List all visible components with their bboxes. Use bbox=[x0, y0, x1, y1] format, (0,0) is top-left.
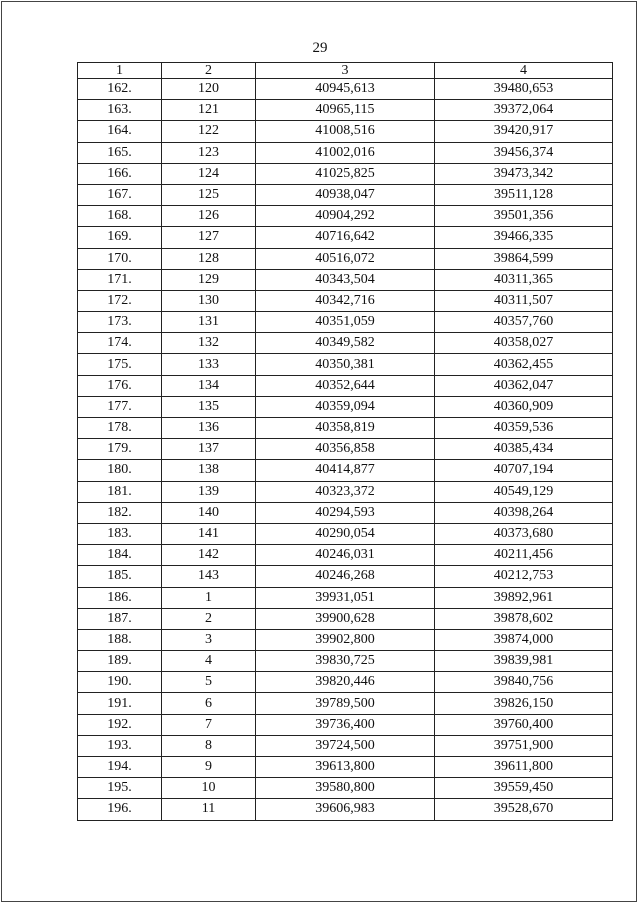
coordinate-x-cell: 40358,819 bbox=[256, 418, 435, 439]
coordinate-y-cell: 39420,917 bbox=[435, 121, 613, 142]
coordinate-x-cell: 40945,613 bbox=[256, 79, 435, 100]
point-number-cell: 6 bbox=[162, 693, 256, 714]
coordinate-y-cell: 39466,335 bbox=[435, 227, 613, 248]
coordinate-x-cell: 39724,500 bbox=[256, 735, 435, 756]
point-number-cell: 9 bbox=[162, 757, 256, 778]
coordinate-x-cell: 39613,800 bbox=[256, 757, 435, 778]
coordinate-x-cell: 40323,372 bbox=[256, 481, 435, 502]
coordinate-x-cell: 40904,292 bbox=[256, 206, 435, 227]
coordinate-x-cell: 40965,115 bbox=[256, 100, 435, 121]
row-number-cell: 174. bbox=[78, 333, 162, 354]
row-number-cell: 195. bbox=[78, 778, 162, 799]
point-number-cell: 3 bbox=[162, 629, 256, 650]
coordinate-x-cell: 41008,516 bbox=[256, 121, 435, 142]
row-number-cell: 184. bbox=[78, 545, 162, 566]
coordinate-y-cell: 40357,760 bbox=[435, 312, 613, 333]
table-row bbox=[78, 502, 613, 523]
table-row bbox=[78, 396, 613, 417]
table-row bbox=[78, 651, 613, 672]
point-number-cell: 128 bbox=[162, 248, 256, 269]
table-row bbox=[78, 248, 613, 269]
table-row bbox=[78, 566, 613, 587]
point-number-cell: 138 bbox=[162, 460, 256, 481]
coordinate-y-cell: 40549,129 bbox=[435, 481, 613, 502]
point-number-cell: 132 bbox=[162, 333, 256, 354]
coordinate-x-cell: 39580,800 bbox=[256, 778, 435, 799]
row-number-cell: 164. bbox=[78, 121, 162, 142]
table-row bbox=[78, 333, 613, 354]
column-header-1: 1 bbox=[78, 63, 162, 79]
row-number-cell: 171. bbox=[78, 269, 162, 290]
point-number-cell: 124 bbox=[162, 163, 256, 184]
table-row bbox=[78, 142, 613, 163]
coordinate-y-cell: 40358,027 bbox=[435, 333, 613, 354]
coordinate-y-cell: 40362,047 bbox=[435, 375, 613, 396]
row-number-cell: 196. bbox=[78, 799, 162, 820]
coordinate-y-cell: 39840,756 bbox=[435, 672, 613, 693]
row-number-cell: 188. bbox=[78, 629, 162, 650]
table-header-row bbox=[78, 63, 613, 79]
coordinate-y-cell: 39456,374 bbox=[435, 142, 613, 163]
coordinate-x-cell: 40414,877 bbox=[256, 460, 435, 481]
row-number-cell: 169. bbox=[78, 227, 162, 248]
point-number-cell: 135 bbox=[162, 396, 256, 417]
point-number-cell: 134 bbox=[162, 375, 256, 396]
point-number-cell: 11 bbox=[162, 799, 256, 820]
row-number-cell: 185. bbox=[78, 566, 162, 587]
table-row bbox=[78, 418, 613, 439]
coordinate-x-cell: 39736,400 bbox=[256, 714, 435, 735]
point-number-cell: 142 bbox=[162, 545, 256, 566]
row-number-cell: 177. bbox=[78, 396, 162, 417]
row-number-cell: 183. bbox=[78, 523, 162, 544]
point-number-cell: 10 bbox=[162, 778, 256, 799]
table-row bbox=[78, 100, 613, 121]
row-number-cell: 166. bbox=[78, 163, 162, 184]
point-number-cell: 133 bbox=[162, 354, 256, 375]
coordinate-y-cell: 40311,365 bbox=[435, 269, 613, 290]
table-row bbox=[78, 693, 613, 714]
coordinate-x-cell: 39789,500 bbox=[256, 693, 435, 714]
table-row bbox=[78, 714, 613, 735]
table-row bbox=[78, 735, 613, 756]
point-number-cell: 129 bbox=[162, 269, 256, 290]
point-number-cell: 8 bbox=[162, 735, 256, 756]
table-row bbox=[78, 206, 613, 227]
point-number-cell: 131 bbox=[162, 312, 256, 333]
point-number-cell: 125 bbox=[162, 184, 256, 205]
table-row bbox=[78, 312, 613, 333]
row-number-cell: 170. bbox=[78, 248, 162, 269]
table-row bbox=[78, 354, 613, 375]
point-number-cell: 143 bbox=[162, 566, 256, 587]
table-row bbox=[78, 269, 613, 290]
coordinate-y-cell: 39501,356 bbox=[435, 206, 613, 227]
coordinate-x-cell: 40343,504 bbox=[256, 269, 435, 290]
point-number-cell: 121 bbox=[162, 100, 256, 121]
page-number: 29 bbox=[312, 40, 328, 56]
coordinate-y-cell: 39751,900 bbox=[435, 735, 613, 756]
coordinate-x-cell: 40342,716 bbox=[256, 290, 435, 311]
table-row bbox=[78, 79, 613, 100]
coordinate-y-cell: 40398,264 bbox=[435, 502, 613, 523]
point-number-cell: 123 bbox=[162, 142, 256, 163]
coordinate-x-cell: 39902,800 bbox=[256, 629, 435, 650]
column-header-3: 3 bbox=[256, 63, 435, 79]
coordinate-y-cell: 40211,456 bbox=[435, 545, 613, 566]
coordinate-y-cell: 39864,599 bbox=[435, 248, 613, 269]
coordinate-y-cell: 40373,680 bbox=[435, 523, 613, 544]
coordinate-x-cell: 41002,016 bbox=[256, 142, 435, 163]
coordinate-y-cell: 39528,670 bbox=[435, 799, 613, 820]
point-number-cell: 126 bbox=[162, 206, 256, 227]
table-row bbox=[78, 375, 613, 396]
coordinate-x-cell: 39606,983 bbox=[256, 799, 435, 820]
table-row bbox=[78, 184, 613, 205]
table-row bbox=[78, 608, 613, 629]
coordinate-y-cell: 39874,000 bbox=[435, 629, 613, 650]
coordinate-y-cell: 40212,753 bbox=[435, 566, 613, 587]
point-number-cell: 127 bbox=[162, 227, 256, 248]
coordinate-x-cell: 39820,446 bbox=[256, 672, 435, 693]
table-row bbox=[78, 757, 613, 778]
point-number-cell: 7 bbox=[162, 714, 256, 735]
row-number-cell: 167. bbox=[78, 184, 162, 205]
coordinate-x-cell: 40246,268 bbox=[256, 566, 435, 587]
row-number-cell: 186. bbox=[78, 587, 162, 608]
coordinate-x-cell: 40359,094 bbox=[256, 396, 435, 417]
point-number-cell: 2 bbox=[162, 608, 256, 629]
coordinates-table bbox=[77, 62, 613, 821]
row-number-cell: 181. bbox=[78, 481, 162, 502]
coordinate-y-cell: 39511,128 bbox=[435, 184, 613, 205]
table-row bbox=[78, 778, 613, 799]
coordinate-y-cell: 39372,064 bbox=[435, 100, 613, 121]
point-number-cell: 140 bbox=[162, 502, 256, 523]
row-number-cell: 168. bbox=[78, 206, 162, 227]
coordinate-y-cell: 39826,150 bbox=[435, 693, 613, 714]
table-row bbox=[78, 799, 613, 820]
row-number-cell: 162. bbox=[78, 79, 162, 100]
row-number-cell: 173. bbox=[78, 312, 162, 333]
table-row bbox=[78, 460, 613, 481]
row-number-cell: 193. bbox=[78, 735, 162, 756]
point-number-cell: 1 bbox=[162, 587, 256, 608]
coordinate-y-cell: 40707,194 bbox=[435, 460, 613, 481]
table-row bbox=[78, 481, 613, 502]
point-number-cell: 136 bbox=[162, 418, 256, 439]
point-number-cell: 120 bbox=[162, 79, 256, 100]
coordinate-x-cell: 39931,051 bbox=[256, 587, 435, 608]
coordinate-x-cell: 40516,072 bbox=[256, 248, 435, 269]
coordinate-x-cell: 40352,644 bbox=[256, 375, 435, 396]
coordinate-y-cell: 40385,434 bbox=[435, 439, 613, 460]
row-number-cell: 191. bbox=[78, 693, 162, 714]
coordinate-x-cell: 40246,031 bbox=[256, 545, 435, 566]
table-row bbox=[78, 545, 613, 566]
coordinate-x-cell: 40294,593 bbox=[256, 502, 435, 523]
row-number-cell: 163. bbox=[78, 100, 162, 121]
point-number-cell: 122 bbox=[162, 121, 256, 142]
point-number-cell: 137 bbox=[162, 439, 256, 460]
row-number-cell: 179. bbox=[78, 439, 162, 460]
table-row bbox=[78, 439, 613, 460]
coordinate-y-cell: 39878,602 bbox=[435, 608, 613, 629]
coordinate-y-cell: 39559,450 bbox=[435, 778, 613, 799]
coordinate-y-cell: 40359,536 bbox=[435, 418, 613, 439]
table-row bbox=[78, 672, 613, 693]
point-number-cell: 5 bbox=[162, 672, 256, 693]
coordinate-x-cell: 39830,725 bbox=[256, 651, 435, 672]
coordinate-y-cell: 39839,981 bbox=[435, 651, 613, 672]
coordinate-x-cell: 39900,628 bbox=[256, 608, 435, 629]
coordinate-x-cell: 40716,642 bbox=[256, 227, 435, 248]
coordinate-x-cell: 40351,059 bbox=[256, 312, 435, 333]
row-number-cell: 165. bbox=[78, 142, 162, 163]
row-number-cell: 182. bbox=[78, 502, 162, 523]
coordinate-x-cell: 40350,381 bbox=[256, 354, 435, 375]
table-row bbox=[78, 629, 613, 650]
point-number-cell: 4 bbox=[162, 651, 256, 672]
point-number-cell: 130 bbox=[162, 290, 256, 311]
row-number-cell: 172. bbox=[78, 290, 162, 311]
row-number-cell: 192. bbox=[78, 714, 162, 735]
coordinate-x-cell: 40356,858 bbox=[256, 439, 435, 460]
coordinate-y-cell: 39473,342 bbox=[435, 163, 613, 184]
table-row bbox=[78, 121, 613, 142]
coordinate-x-cell: 40938,047 bbox=[256, 184, 435, 205]
row-number-cell: 190. bbox=[78, 672, 162, 693]
coordinate-x-cell: 40349,582 bbox=[256, 333, 435, 354]
table-row bbox=[78, 290, 613, 311]
row-number-cell: 180. bbox=[78, 460, 162, 481]
coordinate-y-cell: 39611,800 bbox=[435, 757, 613, 778]
point-number-cell: 141 bbox=[162, 523, 256, 544]
coordinate-x-cell: 40290,054 bbox=[256, 523, 435, 544]
row-number-cell: 194. bbox=[78, 757, 162, 778]
coordinate-x-cell: 41025,825 bbox=[256, 163, 435, 184]
column-header-2: 2 bbox=[162, 63, 256, 79]
table-row bbox=[78, 163, 613, 184]
coordinate-y-cell: 39480,653 bbox=[435, 79, 613, 100]
table-body bbox=[78, 79, 613, 821]
column-header-4: 4 bbox=[435, 63, 613, 79]
coordinate-y-cell: 40360,909 bbox=[435, 396, 613, 417]
table-row bbox=[78, 587, 613, 608]
row-number-cell: 176. bbox=[78, 375, 162, 396]
point-number-cell: 139 bbox=[162, 481, 256, 502]
row-number-cell: 178. bbox=[78, 418, 162, 439]
coordinate-y-cell: 39760,400 bbox=[435, 714, 613, 735]
coordinate-y-cell: 39892,961 bbox=[435, 587, 613, 608]
row-number-cell: 187. bbox=[78, 608, 162, 629]
table-row bbox=[78, 523, 613, 544]
row-number-cell: 175. bbox=[78, 354, 162, 375]
coordinate-y-cell: 40311,507 bbox=[435, 290, 613, 311]
row-number-cell: 189. bbox=[78, 651, 162, 672]
coordinate-y-cell: 40362,455 bbox=[435, 354, 613, 375]
table-row bbox=[78, 227, 613, 248]
